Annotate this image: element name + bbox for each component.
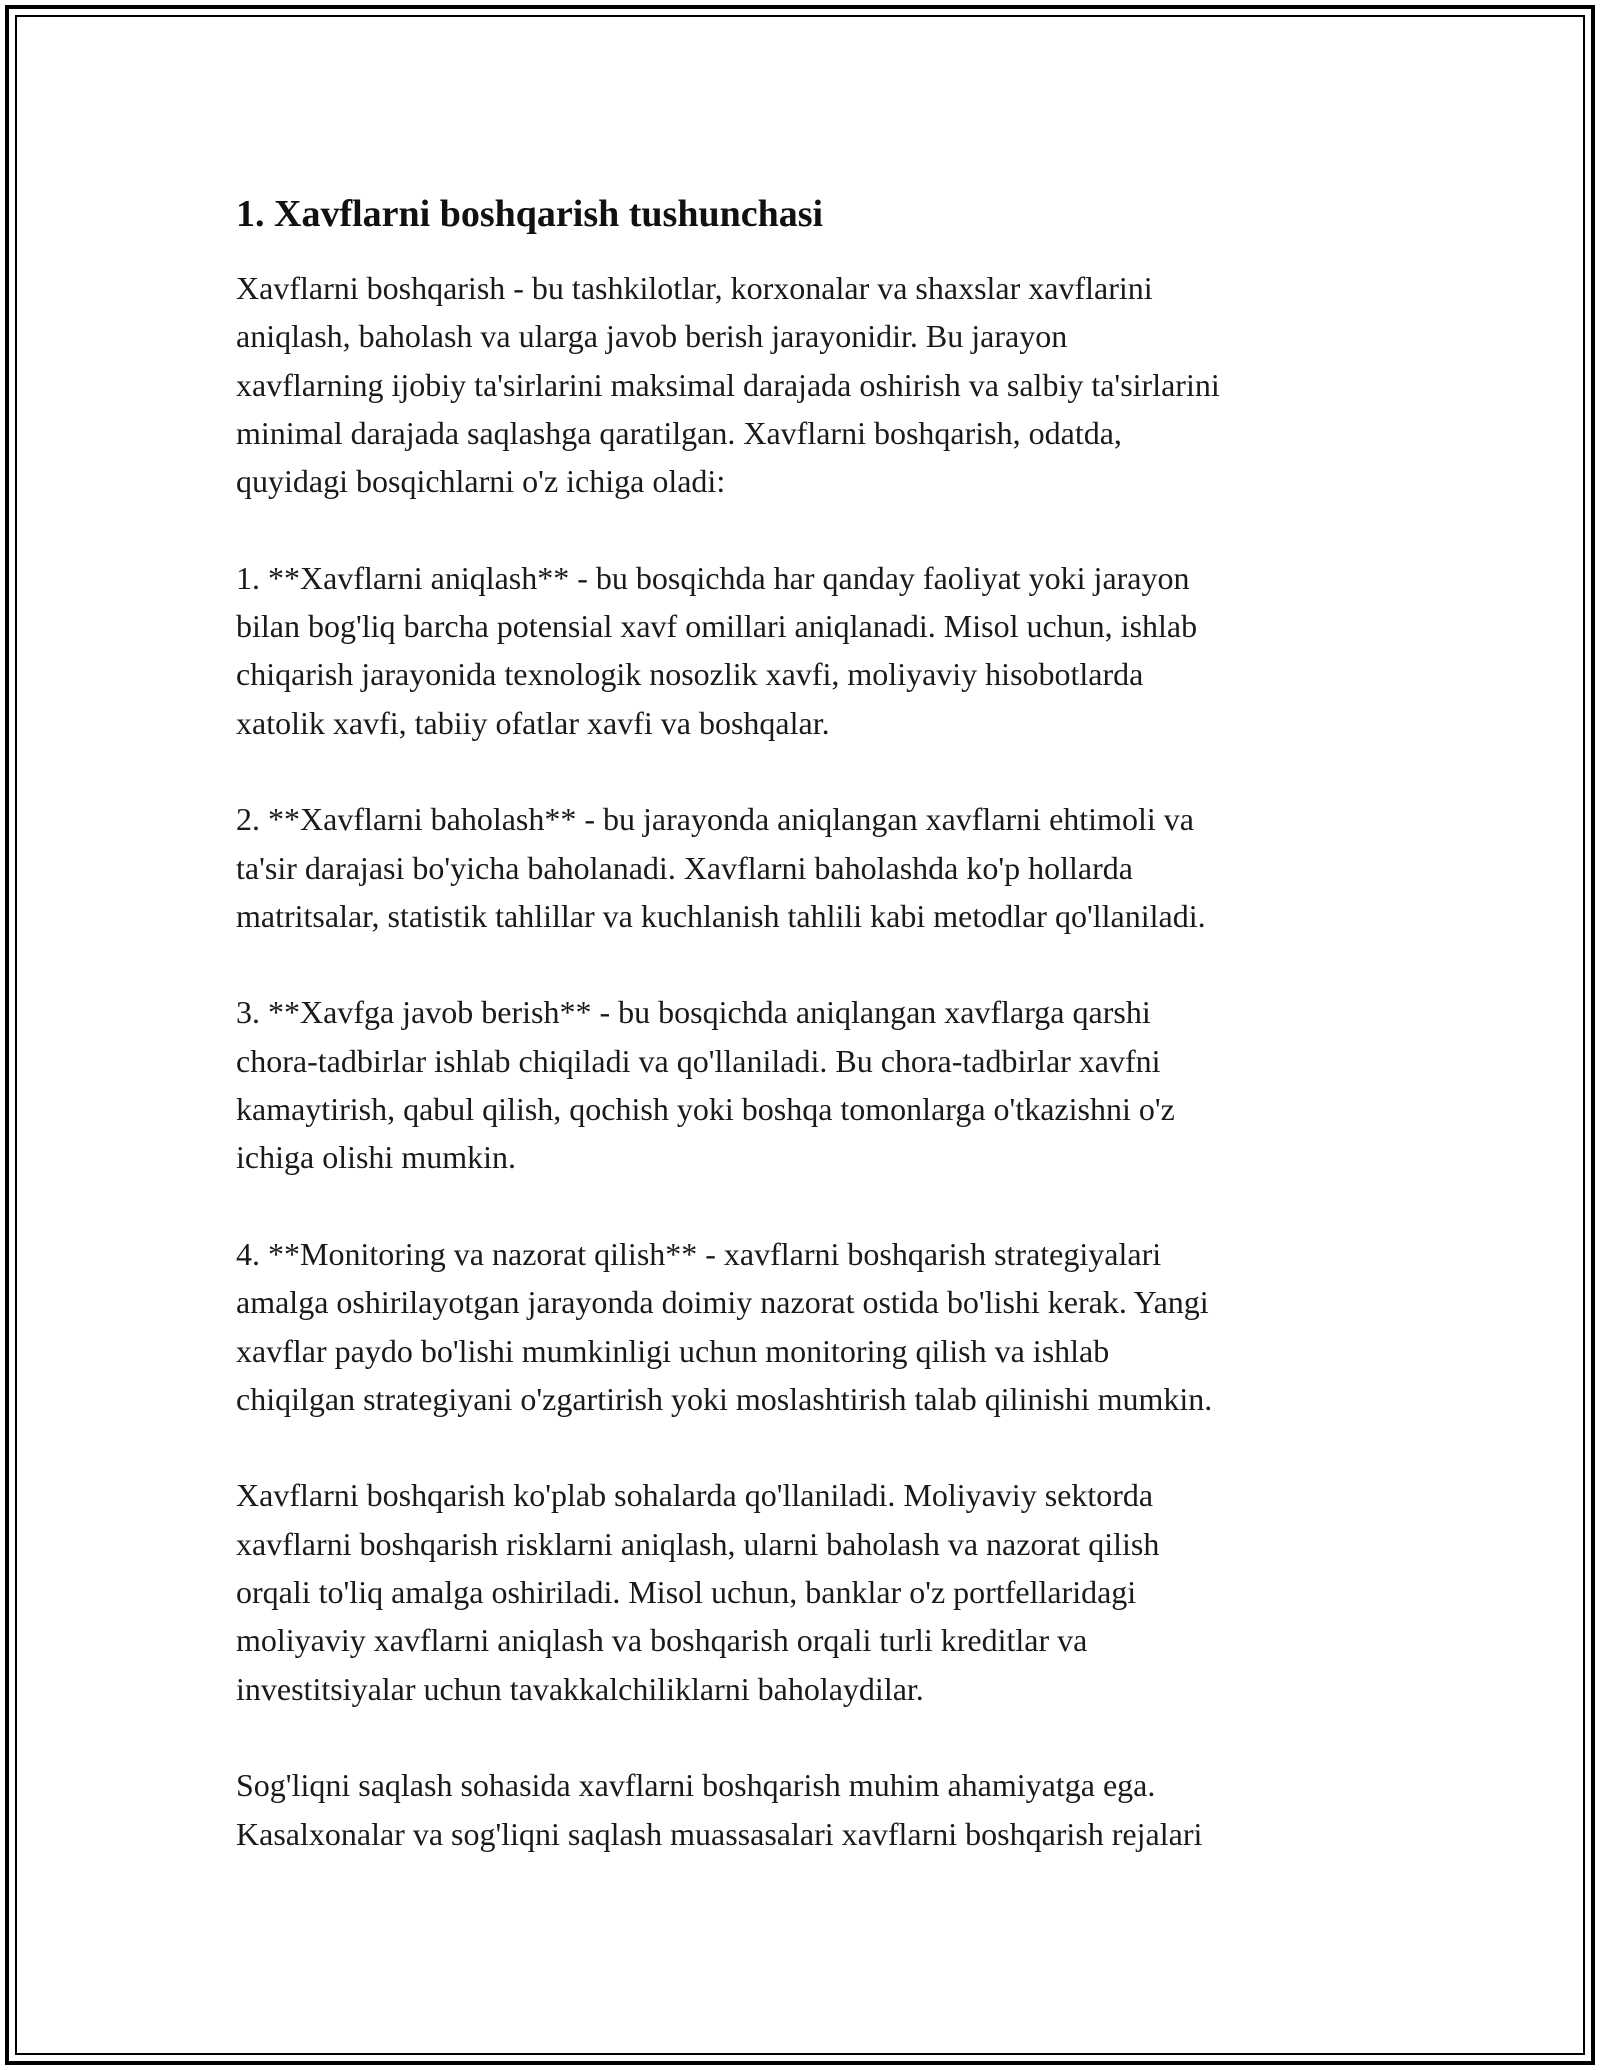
finance-paragraph: Xavflarni boshqarish ko'plab sohalarda qo'llaniladi. Moliyaviy sektorda xavflarni boshqarish risklarni aniqlash, ularni baholash va nazorat qilish orqali to'liq amalga oshiriladi. Misol uchun, banklar o'z portfellaridagi moliyaviy xavflarni aniqlash va boshqarish orqali turli kreditlar va investitsiyalar uchun tavakkalchiliklarni baholaydilar. xyxy=(236,1477,1160,1707)
step-4-paragraph: 4. **Monitoring va nazorat qilish** - xavflarni boshqarish strategiyalari amalga oshirilayotgan jarayonda doimiy nazorat ostida bo'lishi kerak. Yangi xavflar paydo bo'lishi mumkinligi uchun monitoring qilish va ishlab chiqilgan strategiyani o'zgartirish yoki moslashtirish talab qilinishi mumkin. xyxy=(236,1235,1213,1417)
step-2-paragraph: 2. **Xavflarni baholash** - bu jarayonda aniqlangan xavflarni ehtimoli va ta'sir darajasi bo'yicha baholanadi. Xavflarni baholashda ko'p hollarda matritsalar, statistik tahlillar va kuchlanish tahlili kabi metodlar qo'llaniladi. xyxy=(236,801,1206,934)
healthcare-paragraph: Sog'liqni saqlash sohasida xavflarni boshqarish muhim ahamiyatga ega. Kasalxonalar va sog'liqni saqlash muassasalari xavflarni boshqarish rejalari xyxy=(236,1767,1203,1852)
document-body xyxy=(236,190,1376,1906)
step-1-paragraph: 1. **Xavflarni aniqlash** - bu bosqichda har qanday faoliyat yoki jarayon bilan bog'liq barcha potensial xavf omillari aniqlanadi. Misol uchun, ishlab chiqarish jarayonida texnologik nosozlik xavfi, moliyaviy hisobotlarda xatolik xavfi, tabiiy ofatlar xavfi va boshqalar. xyxy=(236,559,1198,741)
intro-paragraph: Xavflarni boshqarish - bu tashkilotlar, korxonalar va shaxslar xavflarini aniqlash, baholash va ularga javob berish jarayonidir. Bu jarayon xavflarning ijobiy ta'sirlarini maksimal darajada oshirish va salbiy ta'sirlarini minimal darajada saqlashga qaratilgan. Xavflarni boshqarish, odatda, quyidagi bosqichlarni o'z ichiga oladi: xyxy=(236,270,1220,500)
section-heading: 1. Xavflarni boshqarish tushunchasi xyxy=(236,193,824,235)
step-3-paragraph: 3. **Xavfga javob berish** - bu bosqichda aniqlangan xavflarga qarshi chora-tadbirlar ishlab chiqiladi va qo'llaniladi. Bu chora-tadbirlar xavfni kamaytirish, qabul qilish, qochish yoki boshqa tomonlarga o'tkazishni o'z ichiga olishi mumkin. xyxy=(236,994,1175,1176)
